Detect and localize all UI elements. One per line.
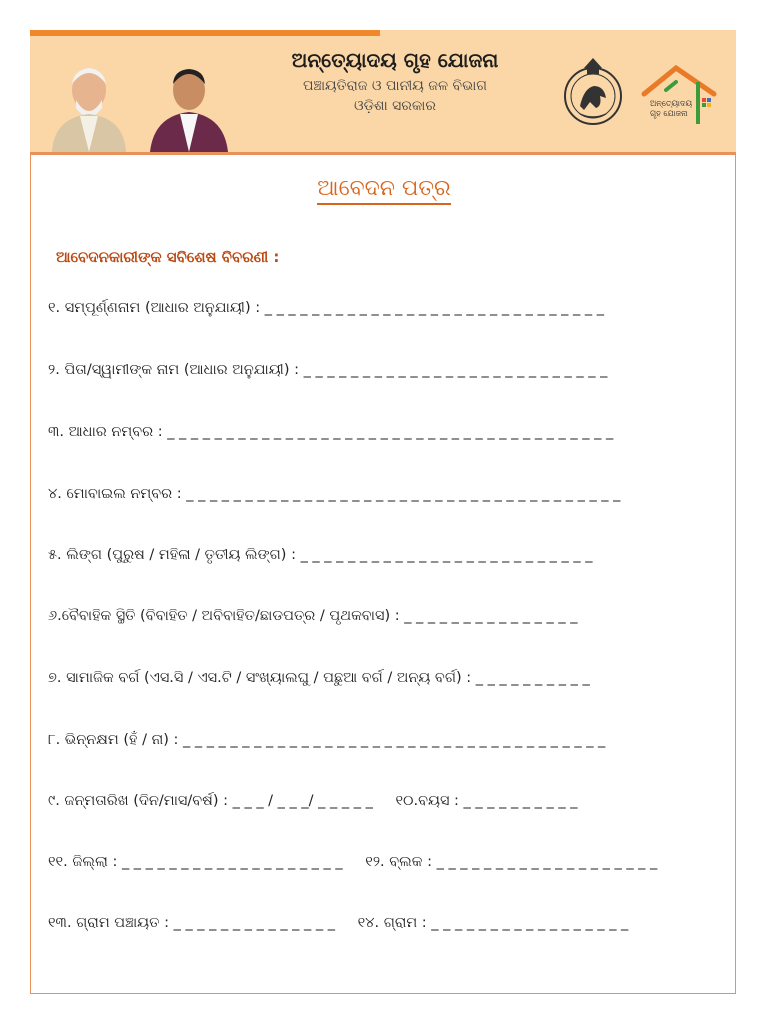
- field-mobile-number[interactable]: ୪. ମୋବାଇଲ ନମ୍ବର : _ _ _ _ _ _ _ _ _ _ _ _ _ _ _ _ _ _ _ _ _ _ _ _ _ _ _ _ _ _ _ _ _ _ _ _ _: [48, 486, 621, 502]
- header-accent: [30, 30, 380, 36]
- form-title: [0, 176, 768, 201]
- field-marital-status[interactable]: ୬.ବୈବାହିକ ସ୍ଥିତି (ବିବାହିତ / ଅବିବାହିତ/ଛାଡପତ୍ର / ପୃଥକବାସ) : _ _ _ _ _ _ _ _ _ _ _ _ _ _ _: [48, 608, 578, 624]
- field-village[interactable]: ୧୪. ଗ୍ରାମ : _ _ _ _ _ _ _ _ _ _ _ _ _ _ _ _ _: [357, 915, 629, 931]
- header-banner: [30, 30, 736, 155]
- field-gram-panchayat[interactable]: ୧୩. ଗ୍ରାମ ପଞ୍ଚାୟତ : _ _ _ _ _ _ _ _ _ _ _ _ _ _: [48, 915, 336, 931]
- field-row-dob-age: [48, 793, 718, 809]
- field-father-husband-name[interactable]: ୨. ପିତା/ସ୍ୱାମୀଙ୍କ ନାମ (ଆଧାର ଅନୁଯାୟୀ) : _ _ _ _ _ _ _ _ _ _ _ _ _ _ _ _ _ _ _ _ _ _ _ _ _ _: [48, 362, 608, 378]
- field-age[interactable]: ୧୦.ବୟସ : _ _ _ _ _ _ _ _ _ _: [395, 793, 578, 809]
- scheme-title: ଅନ୍ତ୍ୟୋଦୟ ଗୃହ ଯୋଜନା: [291, 48, 499, 72]
- field-block[interactable]: ୧୨. ବ୍ଲକ : _ _ _ _ _ _ _ _ _ _ _ _ _ _ _ _ _ _ _: [365, 854, 658, 870]
- field-row-district-block: [48, 854, 718, 870]
- logo-text-line2: ଗୃହ ଯୋଜନା: [650, 109, 688, 118]
- form-title-text: ଆବେଦନ ପତ୍ର: [317, 176, 450, 205]
- section-title: ଆବେଦନକାରୀଙ୍କ ସବିଶେଷ ବିବରଣୀ :: [56, 248, 280, 266]
- form-border: [30, 30, 736, 994]
- government-name: ଓଡ଼ିଶା ସରକାର: [354, 98, 436, 114]
- field-district[interactable]: ୧୧. ଜିଲ୍ଲା : _ _ _ _ _ _ _ _ _ _ _ _ _ _ _ _ _ _ _: [48, 854, 343, 870]
- field-row-panchayat-village: [48, 915, 718, 931]
- logo-text-line1: ଅନ୍ତ୍ୟୋଦୟ: [650, 99, 693, 108]
- field-gender[interactable]: ୫. ଲିଙ୍ଗ (ପୁରୁଷ / ମହିଳା / ତୃତୀୟ ଲିଙ୍ଗ) : _ _ _ _ _ _ _ _ _ _ _ _ _ _ _ _ _ _ _ _ _ _ _ _ _: [48, 547, 593, 563]
- leader-photo-right: [146, 56, 232, 152]
- field-aadhaar-number[interactable]: ୩. ଆଧାର ନମ୍ବର : _ _ _ _ _ _ _ _ _ _ _ _ _ _ _ _ _ _ _ _ _ _ _ _ _ _ _ _ _ _ _ _ _ _ _ _ _ _: [48, 424, 614, 440]
- odisha-emblem-icon: [560, 56, 626, 130]
- field-date-of-birth[interactable]: ୯. ଜନ୍ମତାରିଖ (ଦିନ/ମାସ/ବର୍ଷ) : _ _ _ / _ _ _/ _ _ _ _ _: [48, 793, 373, 809]
- department-name: ପଞ୍ଚାୟତିରାଜ ଓ ପାନୀୟ ଜଳ ବିଭାଗ: [302, 78, 488, 94]
- field-disability[interactable]: ୮. ଭିନ୍ନକ୍ଷମ (ହଁ / ନା) : _ _ _ _ _ _ _ _ _ _ _ _ _ _ _ _ _ _ _ _ _ _ _ _ _ _ _ _ _ _ _ _ _ _ _ _: [48, 732, 606, 748]
- field-social-category[interactable]: ୭. ସାମାଜିକ ବର୍ଗ (ଏସ.ସି / ଏସ.ଟି / ସଂଖ୍ୟାଲଘୁ / ପଛୁଆ ବର୍ଗ / ଅନ୍ୟ ବର୍ଗ) : _ _ _ _ _ _ _ _ _ _: [48, 670, 590, 686]
- field-full-name[interactable]: ୧. ସମ୍ପୂର୍ଣ୍ଣନାମ (ଆଧାର ଅନୁଯାୟୀ) : _ _ _ _ _ _ _ _ _ _ _ _ _ _ _ _ _ _ _ _ _ _ _ _ _ _ _ _ _: [48, 300, 605, 316]
- leader-photo-left: [46, 56, 132, 152]
- scheme-house-logo-icon: [636, 60, 722, 126]
